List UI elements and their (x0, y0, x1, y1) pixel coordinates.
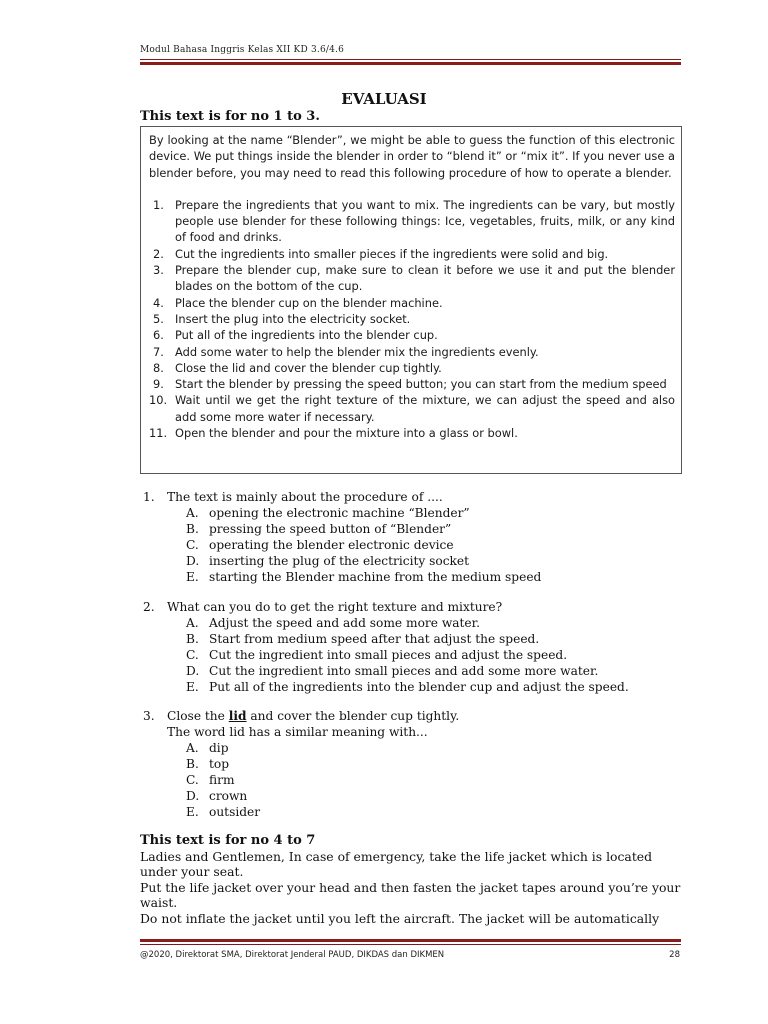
emphasized-word: lid (228, 709, 247, 723)
answer-option: E. starting the Blender machine from the medium speed (186, 570, 542, 584)
answer-option: D. inserting the plug of the electricity socket (186, 554, 470, 568)
answer-options (140, 615, 680, 695)
question-stem: 3. Close the lid and cover the blender cup tightly. (143, 709, 460, 723)
step-item: 10. Wait until we get the right texture of the mixture, we can adjust the speed and also add some more water if necessary. (149, 393, 675, 424)
answer-option: B. top (186, 757, 230, 771)
page-header: Modul Bahasa Inggris Kelas XII KD 3.6/4.6 (140, 45, 345, 55)
question-stem: 1. The text is mainly about the procedure of .... (143, 490, 443, 504)
answer-option: D. Cut the ingredient into small pieces and add some more water. (186, 664, 599, 678)
procedure-intro: By looking at the name “Blender”, we might be able to guess the function of this electronic device. We put things inside the blender in order to “blend it” or “mix it”. If you never use a blender before, you may need to read this following procedure of how to operate a blender. (149, 133, 675, 180)
section2-heading: This text is for no 4 to 7 (140, 833, 316, 848)
question-subprompt: The word lid has a similar meaning with... (167, 725, 428, 739)
question-3 (140, 708, 680, 820)
question-stem: 2. What can you do to get the right texture and mixture? (143, 600, 503, 614)
answer-option: E. Put all of the ingredients into the blender cup and adjust the speed. (186, 680, 629, 694)
answer-option: D. crown (186, 789, 248, 803)
step-item: 4. Place the blender cup on the blender machine. (153, 295, 443, 310)
footer-rule-thin (140, 944, 681, 945)
answer-option: B. pressing the speed button of “Blender” (186, 522, 452, 536)
footer-rule-thick (140, 939, 681, 942)
question-2 (140, 599, 680, 695)
answer-options (140, 740, 680, 820)
header-rule-thick (140, 62, 681, 65)
step-item: 6. Put all of the ingredients into the blender cup. (153, 328, 438, 343)
step-item: 7. Add some water to help the blender mix the ingredients evenly. (153, 344, 539, 359)
procedure-text-box (140, 126, 682, 474)
passage-line: Ladies and Gentlemen, In case of emergency, take the life jacket which is located under your seat. (140, 848, 653, 880)
step-item: 11. Open the blender and pour the mixture into a glass or bowl. (149, 426, 518, 441)
section2-passage (140, 833, 685, 927)
answer-option: C. firm (186, 773, 235, 787)
page-number: 28 (669, 950, 680, 960)
section1-heading: This text is for no 1 to 3. (140, 109, 320, 124)
step-item: 1. Prepare the ingredients that you want to mix. The ingredients can be vary, but mostly people use blender for these following things: Ice, vegetables, fruits, milk, or any kind of food and drinks. (153, 197, 675, 245)
procedure-steps (149, 197, 675, 441)
answer-option: B. Start from medium speed after that adjust the speed. (186, 632, 540, 646)
step-item: 8. Close the lid and cover the blender cup tightly. (153, 360, 442, 375)
answer-option: E. outsider (186, 805, 261, 819)
footer-copyright: @2020, Direktorat SMA, Direktorat Jenderal PAUD, DIKDAS dan DIKMEN (140, 950, 445, 960)
answer-option: C. Cut the ingredient into small pieces and adjust the speed. (186, 648, 568, 662)
answer-options (140, 505, 680, 585)
answer-option: A. Adjust the speed and add some more water. (186, 616, 480, 630)
passage-line: Put the life jacket over your head and then fasten the jacket tapes around you’re your waist. (140, 879, 681, 911)
answer-option: C. operating the blender electronic device (186, 538, 454, 552)
step-item: 5. Insert the plug into the electricity socket. (153, 311, 411, 326)
answer-option: A. opening the electronic machine “Blender” (186, 506, 470, 520)
answer-option: A. dip (186, 741, 229, 755)
header-rule-thin (140, 59, 681, 60)
passage-line: Do not inflate the jacket until you left the aircraft. The jacket will be automatically (140, 910, 660, 926)
step-item: 3. Prepare the blender cup, make sure to clean it before we use it and put the blender blades on the bottom of the cup. (153, 263, 675, 294)
page-title: EVALUASI (341, 90, 427, 108)
question-1 (140, 489, 680, 585)
step-item: 2. Cut the ingredients into smaller pieces if the ingredients were solid and big. (153, 246, 609, 261)
step-item: 9. Start the blender by pressing the speed button; you can start from the medium speed (153, 377, 667, 392)
